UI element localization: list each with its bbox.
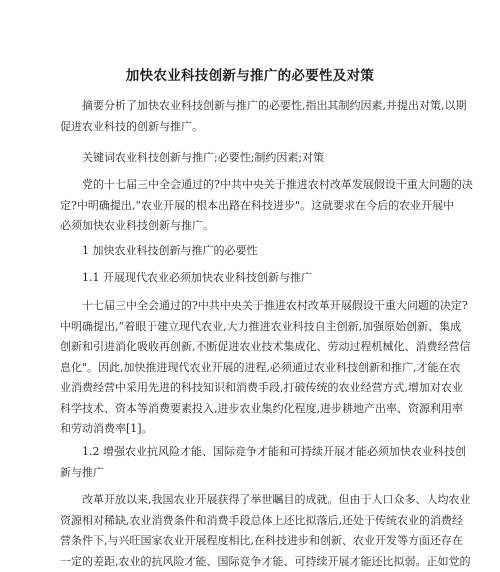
intro-line: 必须加快农业科技创新与推广。 [60, 216, 445, 237]
abstract-paragraph [60, 96, 445, 137]
body-line: 科学技术、资本等消费要素投入,进步农业集约化程度,进步耕地产出率、资源利用率 [60, 399, 445, 420]
body-line: 和劳动消费率[1]。 [60, 419, 445, 440]
section-1-2-heading [60, 442, 445, 483]
section-1-1-heading [60, 268, 445, 289]
abstract-line: 促进农业科技的创新与推广。 [60, 117, 445, 138]
section-1-1-body [60, 296, 445, 440]
section-1-2-body [60, 490, 445, 572]
intro-line: 定?中明确提出,“农业开展的根本出路在科技进步"。这就要求在今后的农业开展中 [60, 196, 445, 217]
section-heading-text: 1.1 开展现代农业必须加快农业科技创新与推广 [60, 268, 445, 289]
section-heading-text: 新与推广 [60, 463, 445, 484]
body-line: 创新和引进消化吸收再创新,不断促进农业技术集成化、劳动过程机械化、消费经营信 [60, 337, 445, 358]
abstract-line: 摘要分析了加快农业科技创新与推广的必要性,指出其制约因素,并提出对策,以期 [60, 96, 445, 117]
body-line: 十七届三中全会通过的?中共中央关于推进农村改革开展假设干重大问题的决定? [60, 296, 445, 317]
section-1-heading [60, 241, 445, 262]
document-title: 加快农业科技创新与推广的必要性及对策 [0, 64, 500, 84]
body-line: 资源相对稀缺,农业消费条件和消费手段总体上还比拟落后,还处于传统农业的消费经 [60, 511, 445, 532]
intro-line: 党的十七届三中全会通过的?中共中央关于推进农村改革发展假设干重大问题的决 [60, 175, 445, 196]
body-line: 中明确提出,“着眼于建立现代农业,大力推进农业科技自主创新,加强原始创新、集成 [60, 317, 445, 338]
body-line: 业消费经营中采用先进的科技知识和消费手段,打破传统的农业经营方式,增加对农业 [60, 378, 445, 399]
body-line: 改革开放以来,我国农业开展获得了举世瞩目的成就。但由于人口众多、人均农业 [60, 490, 445, 511]
section-heading-text: 1 加快农业科技创新与推广的必要性 [60, 241, 445, 262]
body-line: 息化"。因此,加快推进现代农业开展的进程,必须通过农业科技创新和推广,才能在农 [60, 358, 445, 379]
keywords-paragraph [60, 148, 445, 169]
section-heading-text: 1.2 增强农业抗风险才能、国际竞争才能和可持续开展才能必须加快农业科技创 [60, 442, 445, 463]
intro-paragraph [60, 175, 445, 237]
body-line: 营条件下,与兴旺国家农业开展程度相比,在科技进步和创新、农业开发等方面还存在 [60, 531, 445, 552]
keywords-line: 关键词农业科技创新与推广;必要性;制约因素;对策 [60, 148, 445, 169]
body-line: 一定的差距,农业的抗风险才能、国际竞争才能、可持续开展才能还比拟弱。正如党的 [60, 552, 445, 572]
